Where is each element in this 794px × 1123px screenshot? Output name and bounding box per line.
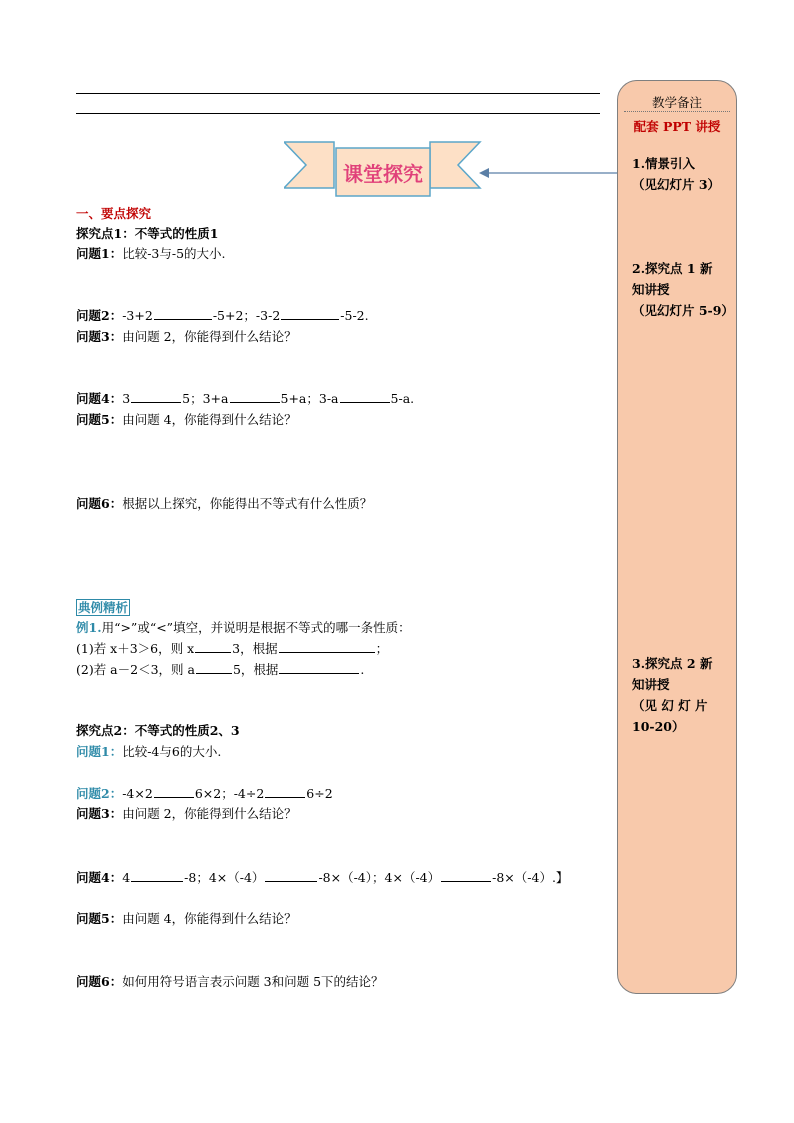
p1-q2	[76, 308, 369, 324]
sidebar-title: 教学备注	[651, 95, 702, 110]
p1-q4-blank-2[interactable]	[230, 391, 280, 403]
ex-p1-blank-1[interactable]	[195, 641, 231, 653]
p2-q2-blank-1[interactable]	[154, 786, 194, 798]
section-heading: 一、要点探究	[76, 206, 152, 221]
pointer-arrow	[478, 166, 620, 180]
p2-q4-b: -8；4×（-4）	[184, 870, 265, 885]
p1-q1	[76, 246, 226, 262]
p2-q4	[76, 870, 568, 886]
header-rule-top	[76, 93, 600, 94]
p2-q5	[76, 911, 297, 927]
sidebar-note-3	[632, 653, 728, 737]
p1-q3	[76, 329, 297, 345]
p2-q4-c: -8×（-4）；4×（-4）	[318, 870, 441, 885]
note-2-line1: 2.探究点 1 新	[632, 261, 713, 276]
header-rule-bottom	[76, 113, 600, 114]
p2-q2-label: 问题2：	[76, 786, 123, 801]
p2-q5-label: 问题5：	[76, 911, 123, 926]
p1-q1-text: 比较-3与-5的大小.	[122, 246, 226, 261]
p1-q5	[76, 412, 297, 428]
note-3-line3: （见 幻 灯 片	[632, 698, 708, 713]
sidebar-note-2	[632, 258, 734, 321]
p2-q2-c: 6÷2	[306, 786, 333, 801]
p1-q4-blank-3[interactable]	[340, 391, 390, 403]
p2-q4-blank-1[interactable]	[131, 870, 183, 882]
sidebar-divider	[624, 111, 730, 112]
sidebar-ppt-note: 配套 PPT 讲授	[633, 119, 721, 134]
note-1-line2: （见幻灯片 3）	[632, 177, 721, 192]
example-1-part2	[76, 662, 364, 678]
p2-q2	[76, 786, 333, 802]
example-heading	[76, 600, 130, 616]
p2-q1	[76, 744, 221, 760]
p1-q2-a: -3+2	[122, 308, 153, 323]
sidebar-note-1	[632, 153, 728, 195]
p2-q3-text: 由问题 2，你能得到什么结论？	[122, 806, 297, 821]
note-3-line1: 3.探究点 2 新	[632, 656, 713, 671]
p1-q2-c: -5-2.	[340, 308, 369, 323]
banner-right-tail	[430, 142, 480, 188]
example-1-text: 用“>”或“<”填空，并说明是根据不等式的哪一条性质：	[101, 620, 411, 635]
p1-q2-blank-1[interactable]	[154, 308, 212, 320]
note-3-line4: 10-20）	[632, 719, 685, 734]
p2-q4-label: 问题4：	[76, 870, 123, 885]
ex-p1-blank-2[interactable]	[279, 641, 375, 653]
banner-title: 课堂探究	[343, 162, 423, 186]
teaching-notes-sidebar	[617, 80, 737, 994]
example-1	[76, 620, 411, 636]
note-2-line2: 知讲授	[632, 282, 670, 297]
p2-q6-text: 如何用符号语言表示问题 3和问题 5下的结论？	[122, 974, 384, 989]
p2-q5-text: 由问题 4，你能得到什么结论？	[122, 911, 297, 926]
ex-p2-c: .	[360, 662, 365, 677]
note-1-line1: 1.情景引入	[632, 156, 696, 171]
p2-q1-label: 问题1：	[76, 744, 123, 759]
note-2-line3: （见幻灯片 5-9）	[632, 303, 734, 318]
note-3-line2: 知讲授	[632, 677, 670, 692]
ex-p2-blank-1[interactable]	[196, 662, 232, 674]
ex-p1-c: ；	[375, 641, 389, 656]
ex-p2-a: (2)若 a－2＜3，则 a	[76, 662, 195, 677]
p1-q4-a: 3	[122, 391, 131, 406]
p1-q4-c: 5+a；3-a	[280, 391, 339, 406]
example-1-label: 例1.	[76, 620, 102, 635]
p2-q6-label: 问题6：	[76, 974, 123, 989]
p2-q3	[76, 806, 297, 822]
p1-q2-blank-2[interactable]	[281, 308, 339, 320]
p1-q6	[76, 496, 372, 512]
p1-q4-label: 问题4：	[76, 391, 123, 406]
p1-q2-label: 问题2：	[76, 308, 123, 323]
ex-p2-blank-2[interactable]	[279, 662, 359, 674]
p1-q2-b: -5+2；-3-2	[212, 308, 281, 323]
p2-q1-text: 比较-4与6的大小.	[122, 744, 222, 759]
p2-q2-blank-2[interactable]	[265, 786, 305, 798]
ex-p1-a: (1)若 x＋3＞6，则 x	[76, 641, 195, 656]
ex-p2-b: 5，根据	[232, 662, 279, 677]
point1-title: 探究点1：不等式的性质1	[76, 226, 219, 241]
p2-q2-b: 6×2；-4÷2	[194, 786, 265, 801]
p1-q3-text: 由问题 2，你能得到什么结论？	[122, 329, 297, 344]
p1-q3-label: 问题3：	[76, 329, 123, 344]
p2-q4-blank-2[interactable]	[265, 870, 317, 882]
example-1-part1	[76, 641, 388, 657]
p1-q6-label: 问题6：	[76, 496, 123, 511]
p2-q6	[76, 974, 384, 990]
p1-q4	[76, 391, 414, 407]
p2-q2-a: -4×2	[122, 786, 153, 801]
point2-title: 探究点2：不等式的性质2、3	[76, 723, 240, 738]
p2-q4-d: -8×（-4）.】	[492, 870, 569, 885]
p2-q3-label: 问题3：	[76, 806, 123, 821]
p1-q5-text: 由问题 4，你能得到什么结论？	[122, 412, 297, 427]
p1-q4-d: 5-a.	[390, 391, 415, 406]
p2-q4-blank-3[interactable]	[441, 870, 491, 882]
p1-q6-text: 根据以上探究，你能得出不等式有什么性质？	[122, 496, 373, 511]
ex-p1-b: 3，根据	[232, 641, 278, 656]
example-box-label: 典例精析	[78, 600, 129, 615]
banner-left-tail	[284, 142, 334, 188]
p1-q1-label: 问题1：	[76, 246, 123, 261]
p1-q5-label: 问题5：	[76, 412, 123, 427]
p1-q4-b: 5；3+a	[182, 391, 229, 406]
p2-q4-a: 4	[122, 870, 131, 885]
p1-q4-blank-1[interactable]	[131, 391, 181, 403]
